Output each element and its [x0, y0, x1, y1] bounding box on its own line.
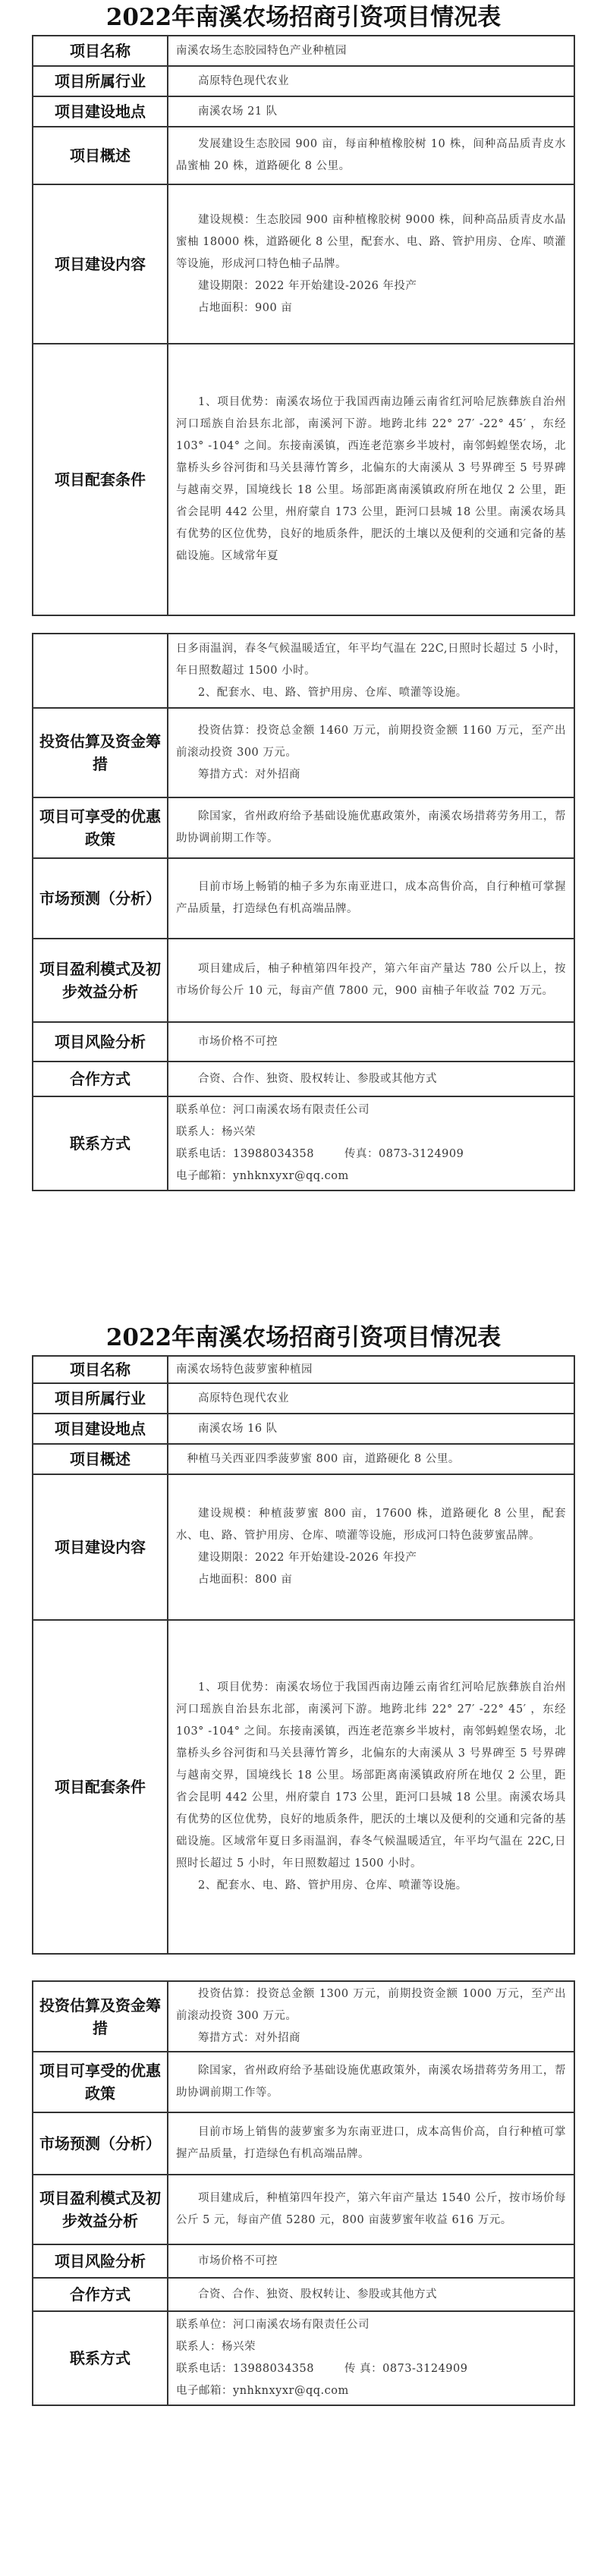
row-policy [33, 2052, 574, 2112]
contact-person: 联系人：杨兴荣 [176, 1126, 256, 1138]
value-coop: 合资、合作、独资、股权转让、参股或其他方式 [168, 1062, 574, 1096]
contact-fax: 传 真：0873-3124909 [344, 2363, 468, 2375]
row-overview [33, 1444, 574, 1474]
value-market: 目前市场上销售的菠萝蜜多为东南亚进口，成本高售价高，自行种植可掌握产品质量，打造绿色有机高端品牌。 [168, 2112, 574, 2175]
row-location [33, 96, 574, 127]
value-invest: 投资估算：投资总金额 1300 万元，前期投资金额 1000 万元，至产出前滚动投资 300 万元。 筹措方式：对外招商 [168, 1981, 574, 2052]
contact-unit: 联系单位：河口南溪农场有限责任公司 [176, 2319, 370, 2331]
row-invest [33, 708, 574, 797]
label-industry: 项目所属行业 [33, 66, 168, 96]
contact-phone: 联系电话：13988034358 [176, 2363, 314, 2375]
value-risk: 市场价格不可控 [168, 2244, 574, 2278]
label-contact: 联系方式 [33, 2311, 168, 2405]
value-policy: 除国家，省州政府给予基础设施优惠政策外，南溪农场措蒋劳务用工，帮助协调前期工作等。 [168, 2052, 574, 2112]
value-overview: 种植马关西亚四季菠萝蜜 800 亩，道路硬化 8 公里。 [168, 1444, 574, 1474]
row-industry [33, 1383, 574, 1414]
row-profit [33, 939, 574, 1022]
value-coop: 合资、合作、独资、股权转让、参股或其他方式 [168, 2278, 574, 2311]
row-policy [33, 797, 574, 858]
label-location: 项目建设地点 [33, 96, 168, 127]
label-conditions: 项目配套条件 [33, 344, 168, 615]
row-conditions [33, 1620, 574, 1954]
value-contact [168, 2311, 574, 2405]
value-risk: 市场价格不可控 [168, 1022, 574, 1062]
value-project-name: 南溪农场生态胶园特色产业种植园 [168, 36, 574, 66]
label-market: 市场预测（分析） [33, 858, 168, 939]
row-coop [33, 2278, 574, 2311]
sheet-1-table-part-1 [32, 35, 575, 616]
label-conditions: 项目配套条件 [33, 1620, 168, 1954]
label-project-name: 项目名称 [33, 1356, 168, 1383]
label-contact: 联系方式 [33, 1096, 168, 1190]
label-content: 项目建设内容 [33, 1474, 168, 1620]
label-location: 项目建设地点 [33, 1414, 168, 1444]
sheet-1-title: 2022年南溪农场招商引资项目情况表 [105, 4, 502, 31]
value-market: 目前市场上畅销的柚子多为东南亚进口，成本高售价高，自行种植可掌握产品质量，打造绿色有机高端品牌。 [168, 858, 574, 939]
value-project-name: 南溪农场特色菠萝蜜种植园 [168, 1356, 574, 1383]
value-profit: 项目建成后，种植第四年投产，第六年亩产量达 1540 公斤，按市场价每公斤 5 元，每亩产值 5280 元，800 亩菠萝蜜年收益 616 万元。 [168, 2175, 574, 2244]
value-profit: 项目建成后，柚子种植第四年投产，第六年亩产量达 780 公斤以上，按市场价每公斤 10 元，每亩产值 7800 元，900 亩柚子年收益 702 万元。 [168, 939, 574, 1022]
row-coop [33, 1062, 574, 1096]
row-project-name [33, 1356, 574, 1383]
sheet-2-table-part-1 [32, 1355, 575, 1955]
label-overview: 项目概述 [33, 127, 168, 184]
value-conditions: 1、项目优势：南溪农场位于我国西南边陲云南省红河哈尼族彝族自治州河口瑶族自治县东北部，南溪河下游。地跨北纬 22° 27′ -22° 45′ ，东经 103° -104° 之间。东接南溪镇，西连老范寨乡半坡村，南邻蚂蝗堡农场，北靠桥头乡谷河街和马关县薄竹箐乡，北偏东的大南溪从 3 号界碑至 5 号界碑与越南交界，国境线长 18 公里。场部距离南溪镇政府所在地仅 2 公里，距省会昆明 442 公里，州府蒙自 173 公里，距河口县城 18 公里。南溪农场具有优势的区位优势，良好的地质条件，肥沃的土壤以及便利的交通和完备的基础设施。区域常年夏 [168, 344, 574, 615]
content-scale: 建设规模：种植菠萝蜜 800 亩，17600 株，道路硬化 8 公里，配套水、电、路、管护用房、仓库、喷灌等设施，形成河口特色菠萝蜜品牌。 [176, 1508, 566, 1542]
sheet-2 [0, 1320, 607, 2406]
value-policy: 除国家，省州政府给予基础设施优惠政策外，南溪农场措蒋劳务用工，帮助协调前期工作等。 [168, 797, 574, 858]
value-location: 南溪农场 16 队 [168, 1414, 574, 1444]
label-profit: 项目盈利模式及初步效益分析 [33, 939, 168, 1022]
value-conditions: 1、项目优势：南溪农场位于我国西南边陲云南省红河哈尼族彝族自治州河口瑶族自治县东北部，南溪河下游。地跨北纬 22° 27′ -22° 45′ ，东经 103° -104° 之间。东接南溪镇，西连老范寨乡半坡村，南邻蚂蝗堡农场，北靠桥头乡谷河街和马关县薄竹箐乡，北偏东的大南溪从 3 号界碑至 5 号界碑与越南交界，国境线长 18 公里。场部距离南溪镇政府所在地仅 2 公里，距省会昆明 442 公里，州府蒙自 173 公里，距河口县城 18 公里。南溪农场具有优势的区位优势，良好的地质条件，肥沃的土壤以及便利的交通和完备的基础设施。区域常年夏日多雨温润，春冬气候温暖适宜，年平均气温在 22C,日照时长超过 5 小时，年日照数超过 1500 小时。 2、配套水、电、路、管护用房、仓库、喷灌等设施。 [168, 1620, 574, 1954]
row-risk [33, 1022, 574, 1062]
row-invest [33, 1981, 574, 2052]
label-project-name: 项目名称 [33, 36, 168, 66]
label-coop: 合作方式 [33, 2278, 168, 2311]
value-location: 南溪农场 21 队 [168, 96, 574, 127]
value-overview: 发展建设生态胶园 900 亩，每亩种植橡胶树 10 株，间种高品质青皮水晶蜜柚 20 株，道路硬化 8 公里。 [168, 127, 574, 184]
sheet-1 [0, 0, 607, 1191]
contact-unit: 联系单位：河口南溪农场有限责任公司 [176, 1104, 370, 1116]
contact-phone-line [176, 2358, 566, 2380]
row-conditions-cont [33, 634, 574, 708]
row-risk [33, 2244, 574, 2278]
label-policy: 项目可享受的优惠政策 [33, 2052, 168, 2112]
row-content [33, 1474, 574, 1620]
contact-email: 电子邮箱：ynhknxyxr@qq.com [176, 1170, 349, 1182]
content-period: 建设期限：2022 年开始建设-2026 年投产 [198, 279, 417, 292]
content-area: 占地面积：800 亩 [198, 1574, 293, 1586]
row-location [33, 1414, 574, 1444]
contact-fax: 传真：0873-3124909 [344, 1148, 464, 1160]
row-industry [33, 66, 574, 96]
label-market: 市场预测（分析） [33, 2112, 168, 2175]
row-contact [33, 1096, 574, 1190]
sheet-2-table-part-2 [32, 1980, 575, 2406]
label-invest: 投资估算及资金筹措 [33, 1981, 168, 2052]
value-conditions-cont: 日多雨温润，春冬气候温暖适宜，年平均气温在 22C,日照时长超过 5 小时，年日照数超过 1500 小时。 2、配套水、电、路、管护用房、仓库、喷灌等设施。 [168, 634, 574, 708]
contact-email: 电子邮箱：ynhknxyxr@qq.com [176, 2385, 349, 2397]
value-invest: 投资估算：投资总金额 1460 万元，前期投资金额 1160 万元，至产出前滚动投资 300 万元。 筹措方式：对外招商 [168, 708, 574, 797]
label-conditions-cont [33, 634, 168, 708]
contact-phone: 联系电话：13988034358 [176, 1148, 314, 1160]
content-period: 建设期限：2022 年开始建设-2026 年投产 [198, 1552, 417, 1564]
row-overview [33, 127, 574, 184]
row-content [33, 184, 574, 344]
label-invest: 投资估算及资金筹措 [33, 708, 168, 797]
row-market [33, 858, 574, 939]
contact-phone-line [176, 1143, 566, 1165]
label-policy: 项目可享受的优惠政策 [33, 797, 168, 858]
value-content [168, 1474, 574, 1620]
value-contact [168, 1096, 574, 1190]
content-scale: 建设规模：生态胶园 900 亩种植橡胶树 9000 株，间种高品质青皮水晶蜜柚 18000 株，道路硬化 8 公里，配套水、电、路、管护用房、仓库、喷灌等设施，形成河口特色柚子品牌。 [176, 213, 566, 270]
row-project-name [33, 36, 574, 66]
row-market [33, 2112, 574, 2175]
content-area: 占地面积：900 亩 [198, 301, 293, 314]
contact-person: 联系人：杨兴荣 [176, 2341, 256, 2353]
value-industry: 高原特色现代农业 [168, 66, 574, 96]
row-contact [33, 2311, 574, 2405]
sheet-1-table-part-2 [32, 633, 575, 1191]
row-conditions [33, 344, 574, 615]
value-content [168, 184, 574, 344]
label-risk: 项目风险分析 [33, 1022, 168, 1062]
label-coop: 合作方式 [33, 1062, 168, 1096]
sheet-2-title: 2022年南溪农场招商引资项目情况表 [105, 1324, 502, 1351]
label-content: 项目建设内容 [33, 184, 168, 344]
label-overview: 项目概述 [33, 1444, 168, 1474]
label-profit: 项目盈利模式及初步效益分析 [33, 2175, 168, 2244]
value-industry: 高原特色现代农业 [168, 1383, 574, 1414]
label-industry: 项目所属行业 [33, 1383, 168, 1414]
label-risk: 项目风险分析 [33, 2244, 168, 2278]
row-profit [33, 2175, 574, 2244]
